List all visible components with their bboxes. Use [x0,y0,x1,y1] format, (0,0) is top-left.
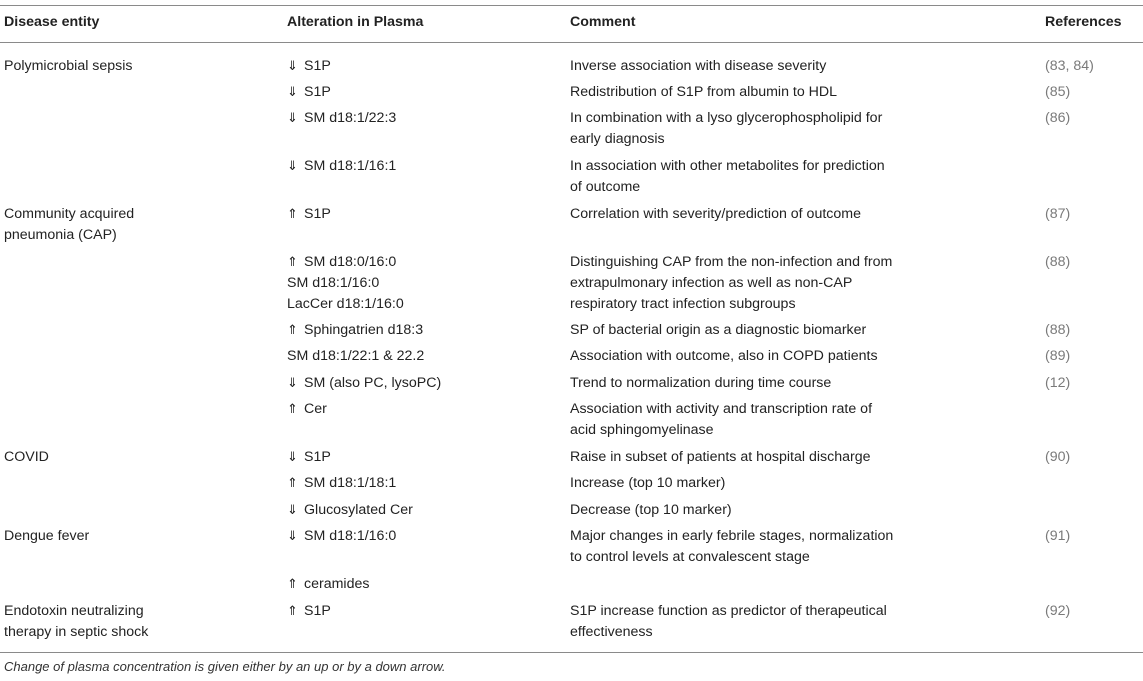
cell-alteration [287,601,331,622]
cell-disease-entity: COVID [4,449,49,465]
alteration-text: SM (also PC, lysoPC) [304,375,442,391]
alteration-text: SM d18:1/16:0 [287,275,380,291]
down-arrow-icon: ⇓ [287,85,298,100]
cell-alteration [287,399,327,420]
cell-references: (87) [1045,206,1071,222]
cell-references: (88) [1045,254,1071,270]
cell-alteration [287,473,396,494]
cell-disease-entity: Community acquired [4,206,135,222]
down-arrow-icon: ⇓ [287,529,298,544]
cell-comment: Increase (top 10 marker) [570,475,726,491]
cell-comment: of outcome [570,179,641,195]
cell-disease-entity: Dengue fever [4,528,90,544]
up-arrow-icon: ⇑ [287,577,298,592]
cell-disease-entity: therapy in septic shock [4,624,149,640]
cell-comment: Redistribution of S1P from albumin to HDL [570,84,838,100]
cell-references: (12) [1045,375,1071,391]
cell-comment: early diagnosis [570,131,665,147]
cell-alteration [287,156,396,177]
cell-alteration [287,447,331,468]
cell-alteration [287,526,396,547]
up-arrow-icon: ⇑ [287,476,298,491]
header-comment: Comment [570,14,636,30]
cell-references: (92) [1045,603,1071,619]
header-disease-entity: Disease entity [4,14,100,30]
cell-comment: Distinguishing CAP from the non-infection and from [570,254,893,270]
alteration-text: Sphingatrien d18:3 [304,322,424,338]
down-arrow-icon: ⇓ [287,376,298,391]
cell-comment: Trend to normalization during time course [570,375,832,391]
alteration-text: Glucosylated Cer [304,502,413,518]
alteration-text: SM d18:1/22:1 & 22.2 [287,348,425,364]
down-arrow-icon: ⇓ [287,450,298,465]
cell-alteration [287,273,379,294]
cell-comment: Association with activity and transcription rate of [570,401,873,417]
alteration-text: S1P [304,206,331,222]
up-arrow-icon: ⇑ [287,402,298,417]
alteration-text: SM d18:0/16:0 [304,254,397,270]
up-arrow-icon: ⇑ [287,255,298,270]
cell-comment: In association with other metabolites for prediction [570,158,885,174]
up-arrow-icon: ⇑ [287,604,298,619]
table-top-rule [0,5,1143,6]
cell-references: (83, 84) [1045,58,1094,74]
cell-alteration [287,294,404,315]
alteration-text: LacCer d18:1/16:0 [287,296,404,312]
alteration-text: ceramides [304,576,370,592]
up-arrow-icon: ⇑ [287,323,298,338]
cell-references: (89) [1045,348,1071,364]
down-arrow-icon: ⇓ [287,159,298,174]
cell-comment: Association with outcome, also in COPD patients [570,348,878,364]
alteration-text: SM d18:1/16:1 [304,158,397,174]
alteration-text: S1P [304,603,331,619]
cell-alteration [287,252,396,273]
header-alteration: Alteration in Plasma [287,14,424,30]
down-arrow-icon: ⇓ [287,59,298,74]
alteration-text: Cer [304,401,327,417]
cell-comment: respiratory tract infection subgroups [570,296,796,312]
cell-comment: Inverse association with disease severity [570,58,827,74]
cell-comment: SP of bacterial origin as a diagnostic biomarker [570,322,867,338]
cell-comment: acid sphingomyelinase [570,422,714,438]
cell-comment: Raise in subset of patients at hospital discharge [570,449,871,465]
cell-references: (88) [1045,322,1071,338]
cell-disease-entity: Polymicrobial sepsis [4,58,133,74]
cell-comment: effectiveness [570,624,653,640]
alteration-text: S1P [304,84,331,100]
cell-alteration [287,82,331,103]
cell-alteration [287,56,331,77]
cell-alteration [287,574,369,595]
cell-references: (85) [1045,84,1071,100]
cell-references: (91) [1045,528,1071,544]
cell-disease-entity: pneumonia (CAP) [4,227,117,243]
cell-comment: Decrease (top 10 marker) [570,502,732,518]
cell-alteration [287,108,396,129]
cell-alteration [287,320,423,341]
cell-comment: Correlation with severity/prediction of outcome [570,206,861,222]
cell-comment: to control levels at convalescent stage [570,549,810,565]
down-arrow-icon: ⇓ [287,503,298,518]
cell-comment: In combination with a lyso glycerophospholipid for [570,110,883,126]
alteration-text: SM d18:1/22:3 [304,110,397,126]
cell-alteration [287,500,413,521]
cell-alteration [287,373,441,394]
cell-disease-entity: Endotoxin neutralizing [4,603,144,619]
alteration-text: SM d18:1/16:0 [304,528,397,544]
table-bottom-rule [0,652,1143,653]
table-header-rule [0,42,1143,43]
cell-references: (86) [1045,110,1071,126]
table-footnote: Change of plasma concentration is given either by an up or by a down arrow. [4,659,446,674]
cell-alteration [287,346,424,367]
up-arrow-icon: ⇑ [287,207,298,222]
alteration-text: SM d18:1/18:1 [304,475,397,491]
cell-references: (90) [1045,449,1071,465]
alteration-text: S1P [304,58,331,74]
cell-alteration [287,204,331,225]
cell-comment: extrapulmonary infection as well as non-CAP [570,275,853,291]
alteration-text: S1P [304,449,331,465]
cell-comment: Major changes in early febrile stages, normalization [570,528,894,544]
down-arrow-icon: ⇓ [287,111,298,126]
cell-comment: S1P increase function as predictor of therapeutical [570,603,887,619]
header-references: References [1045,14,1122,30]
